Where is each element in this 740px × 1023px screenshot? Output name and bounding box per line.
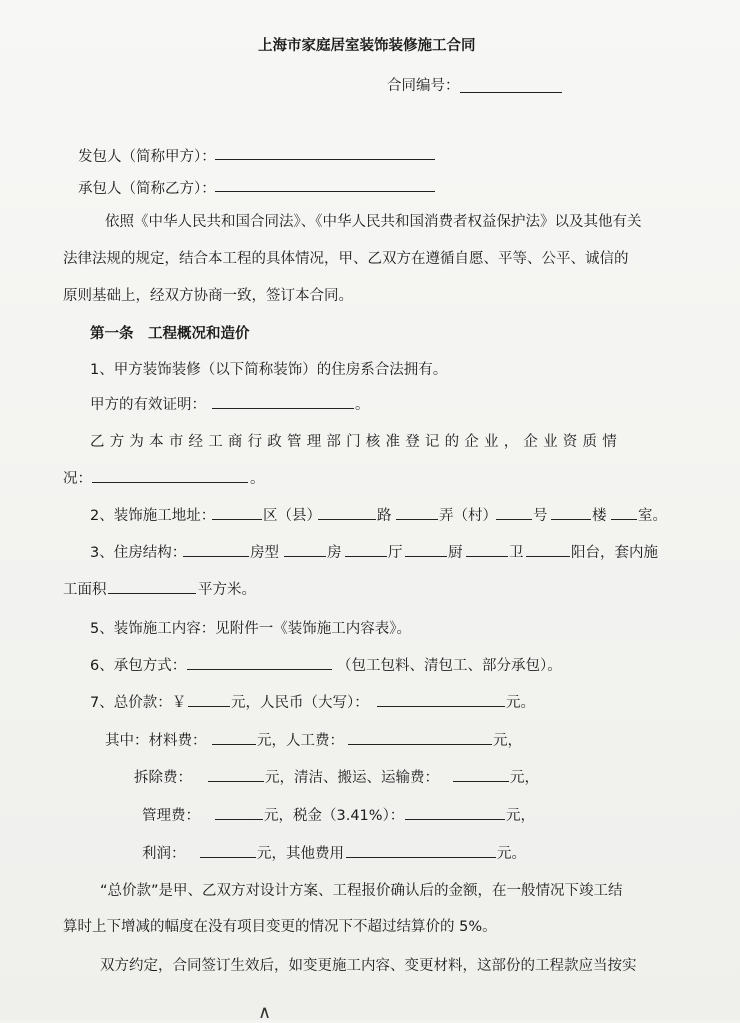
lane-field[interactable] xyxy=(396,505,438,520)
management-label: 管理费： xyxy=(142,808,200,824)
intro-line-3: 原则基础上，经双方协商一致，签订本合同。 xyxy=(63,288,353,304)
baths-label: 卫 xyxy=(509,545,524,561)
qualification-line-2: 况： xyxy=(63,471,92,487)
material-fee-field[interactable] xyxy=(212,730,256,745)
balconies-field[interactable] xyxy=(526,542,570,557)
number-label: 号 xyxy=(533,508,548,524)
rooms-field[interactable] xyxy=(284,542,326,557)
kitchens-field[interactable] xyxy=(405,542,447,557)
lane-label: 弄（村） xyxy=(439,508,497,524)
profit-label: 利润： xyxy=(142,846,186,862)
intro-line-2: 法律法规的规定，结合本工程的具体情况，甲、乙双方在遵循自愿、平等、公平、诚信的 xyxy=(63,251,629,267)
item-6: 6、承包方式： xyxy=(90,658,187,674)
halls-label: 厅 xyxy=(388,545,403,561)
intro-line-1: 依照《中华人民共和国合同法》、《中华人民共和国消费者权益保护法》以及其他有关 xyxy=(105,214,642,230)
house-type-label: 房型 xyxy=(250,545,279,561)
room-number-field[interactable] xyxy=(611,505,637,520)
contract-mode-field[interactable] xyxy=(187,655,332,670)
building-label: 楼 xyxy=(592,508,607,524)
road-field[interactable] xyxy=(318,505,376,520)
rooms-label: 房 xyxy=(327,545,342,561)
total-yuan-end: 元。 xyxy=(506,695,535,711)
total-note-line-2: 算时上下增减的幅度在没有项目变更的情况下不超过结算价的 5%。 xyxy=(63,919,497,935)
party-a-label: 发包人（简称甲方）： xyxy=(78,149,216,165)
labor-fee-field[interactable] xyxy=(348,730,492,745)
management-field[interactable] xyxy=(215,805,263,820)
total-words-field[interactable] xyxy=(377,692,505,707)
area-field[interactable] xyxy=(108,579,196,594)
district-label: 区（县） xyxy=(263,508,321,524)
certificate-label: 甲方的有效证明： xyxy=(90,397,206,413)
profit-field[interactable] xyxy=(200,843,256,858)
road-label: 路 xyxy=(377,508,392,524)
agreement-line-1: 双方约定，合同签订生效后，如变更施工内容、变更材料，这部份的工程款应当按实 xyxy=(100,958,637,974)
qualification-line-1: 乙方为本市经工商行政管理部门核准登记的企业，企业资质情 xyxy=(90,434,622,450)
qualification-period: 。 xyxy=(250,471,265,487)
tax-label: 元，税金（3.41%）： xyxy=(264,808,405,824)
demolition-label: 拆除费： xyxy=(134,770,192,786)
other-fee-field[interactable] xyxy=(346,843,496,858)
area-unit: 平方米。 xyxy=(198,582,256,598)
cleaning-field[interactable] xyxy=(453,767,509,782)
certificate-field[interactable] xyxy=(212,394,354,409)
kitchens-label: 厨 xyxy=(448,545,463,561)
area-label: 工面积 xyxy=(63,582,107,598)
tax-end: 元， xyxy=(506,808,535,824)
party-a-field[interactable] xyxy=(215,145,435,160)
item-1: 1、甲方装饰装修（以下简称装饰）的住房系合法拥有。 xyxy=(90,362,448,378)
baths-field[interactable] xyxy=(466,542,508,557)
item-7: 7、总价款：￥ xyxy=(90,695,187,711)
handwriting-mark: ∧ xyxy=(258,1002,272,1023)
total-amount-field[interactable] xyxy=(188,692,230,707)
house-type-field[interactable] xyxy=(183,542,249,557)
cleaning-end: 元， xyxy=(510,770,539,786)
certificate-period: 。 xyxy=(355,397,370,413)
labor-fee-end: 元， xyxy=(493,733,522,749)
total-rmb-label: 元，人民币（大写）： xyxy=(231,695,369,711)
party-b-field[interactable] xyxy=(215,177,435,192)
tax-field[interactable] xyxy=(405,805,505,820)
other-fee-end: 元。 xyxy=(497,846,526,862)
balconies-label: 阳台，套内施 xyxy=(571,545,658,561)
number-field[interactable] xyxy=(496,505,532,520)
article-1-heading: 第一条 工程概况和造价 xyxy=(90,326,250,342)
building-field[interactable] xyxy=(551,505,591,520)
qualification-field[interactable] xyxy=(92,468,248,483)
demolition-field[interactable] xyxy=(208,767,264,782)
cleaning-label: 元，清洁、搬运、运输费： xyxy=(265,770,439,786)
item-5: 5、装饰施工内容：见附件一《装饰施工内容表》。 xyxy=(90,621,411,637)
item-2: 2、装饰施工地址： xyxy=(90,508,216,524)
contract-number-field[interactable] xyxy=(460,78,562,93)
other-fee-label: 元，其他费用 xyxy=(257,846,344,862)
page-title: 上海市家庭居室装饰装修施工合同 xyxy=(258,38,476,54)
total-note-line-1: “总价款”是甲、乙双方对设计方案、工程报价确认后的金额，在一般情况下竣工结 xyxy=(100,883,623,899)
party-b-label: 承包人（简称乙方）： xyxy=(78,181,216,197)
labor-fee-label: 元，人工费： xyxy=(257,733,344,749)
contract-number-label: 合同编号： xyxy=(387,78,460,94)
district-field[interactable] xyxy=(212,505,262,520)
item-6-options: （包工包料、清包工、部分承包）。 xyxy=(337,658,562,674)
halls-field[interactable] xyxy=(345,542,387,557)
room-number-label: 室。 xyxy=(638,508,667,524)
among-label: 其中：材料费： xyxy=(105,733,207,749)
item-3: 3、住房结构： xyxy=(90,545,187,561)
